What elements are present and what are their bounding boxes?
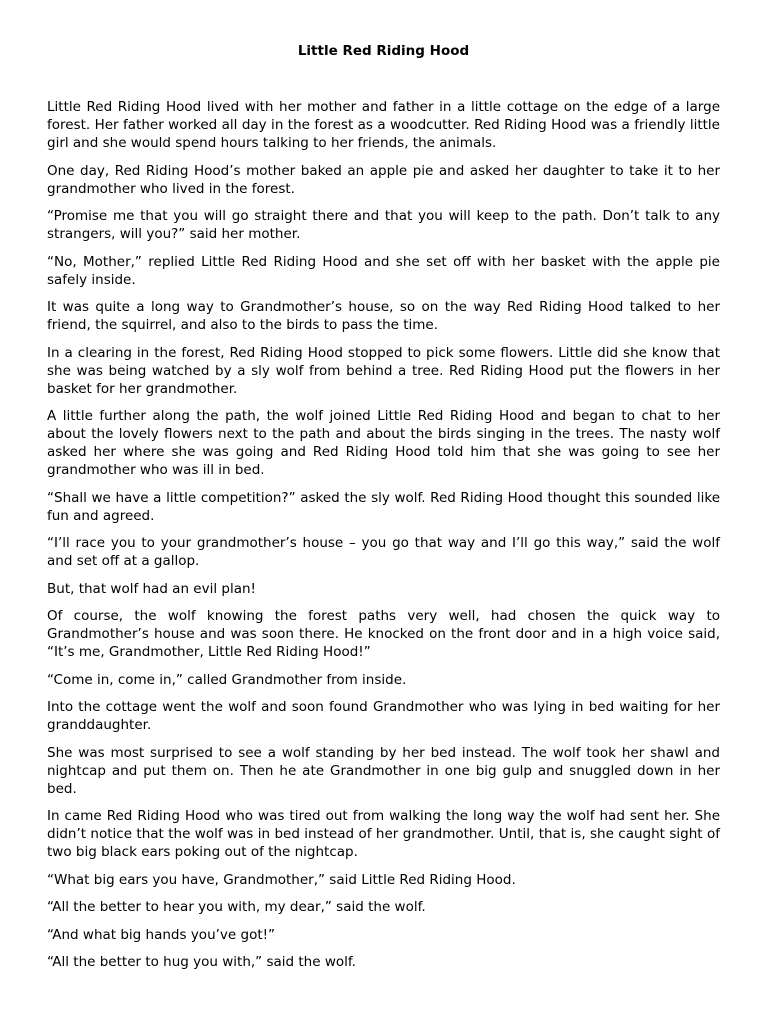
paragraph: “No, Mother,” replied Little Red Riding Hood and she set off with her basket with the apple pie safely inside.: [47, 253, 720, 288]
document-title: Little Red Riding Hood: [297, 43, 470, 59]
story-body: [47, 98, 720, 971]
paragraph: “All the better to hear you with, my dear,” said the wolf.: [47, 899, 426, 915]
paragraph: Of course, the wolf knowing the forest paths very well, had chosen the quick way to Grandmother’s house and was soon there. He knocked on the front door and in a high voice said, “It’s me, Grandmother, Little Red Riding Hood!”: [47, 608, 720, 660]
paragraph: One day, Red Riding Hood’s mother baked an apple pie and asked her daughter to take it to her grandmother who lived in the forest.: [47, 162, 720, 197]
paragraph: In came Red Riding Hood who was tired out from walking the long way the wolf had sent her. She didn’t notice that the wolf was in bed instead of her grandmother. Until, that is, she caught sight of two big black ears poking out of the nightcap.: [47, 808, 720, 860]
paragraph: In a clearing in the forest, Red Riding Hood stopped to pick some flowers. Little did she know that she was being watched by a sly wolf from behind a tree. Red Riding Hood put the flowers in her basket for her grandmother.: [47, 344, 720, 397]
paragraph: It was quite a long way to Grandmother’s house, so on the way Red Riding Hood talked to her friend, the squirrel, and also to the birds to pass the time.: [47, 299, 720, 333]
paragraph: She was most surprised to see a wolf standing by her bed instead. The wolf took her shawl and nightcap and put them on. Then he ate Grandmother in one big gulp and snuggled down in her bed.: [47, 744, 720, 797]
paragraph: “All the better to hug you with,” said the wolf.: [47, 954, 356, 970]
paragraph: “What big ears you have, Grandmother,” said Little Red Riding Hood.: [47, 871, 516, 888]
paragraph: Into the cottage went the wolf and soon found Grandmother who was lying in bed waiting for her granddaughter.: [47, 699, 720, 733]
paragraph: “Shall we have a little competition?” asked the sly wolf. Red Riding Hood thought this sounded like fun and agreed.: [47, 489, 720, 524]
paragraph: Little Red Riding Hood lived with her mother and father in a little cottage on the edge of a large forest. Her father worked all day in the forest as a woodcutter. Red Riding Hood was a friendly little girl and she would spend hours talking to her friends, the animals.: [47, 99, 720, 151]
paragraph: “Come in, come in,” called Grandmother from inside.: [47, 671, 407, 688]
paragraph: But, that wolf had an evil plan!: [47, 580, 256, 597]
paragraph: “Promise me that you will go straight there and that you will keep to the path. Don’t talk to any strangers, will you?” said her mother.: [47, 208, 720, 242]
paragraph: “I’ll race you to your grandmother’s house – you go that way and I’ll go this way,” said the wolf and set off at a gallop.: [47, 535, 720, 569]
paragraph: “And what big hands you’ve got!”: [47, 926, 276, 943]
paragraph: A little further along the path, the wolf joined Little Red Riding Hood and began to chat to her about the lovely flowers next to the path and about the birds singing in the trees. The nasty wolf asked her where she was going and Red Riding Hood told him that she was going to see her grandmother who was ill in bed.: [47, 408, 720, 478]
